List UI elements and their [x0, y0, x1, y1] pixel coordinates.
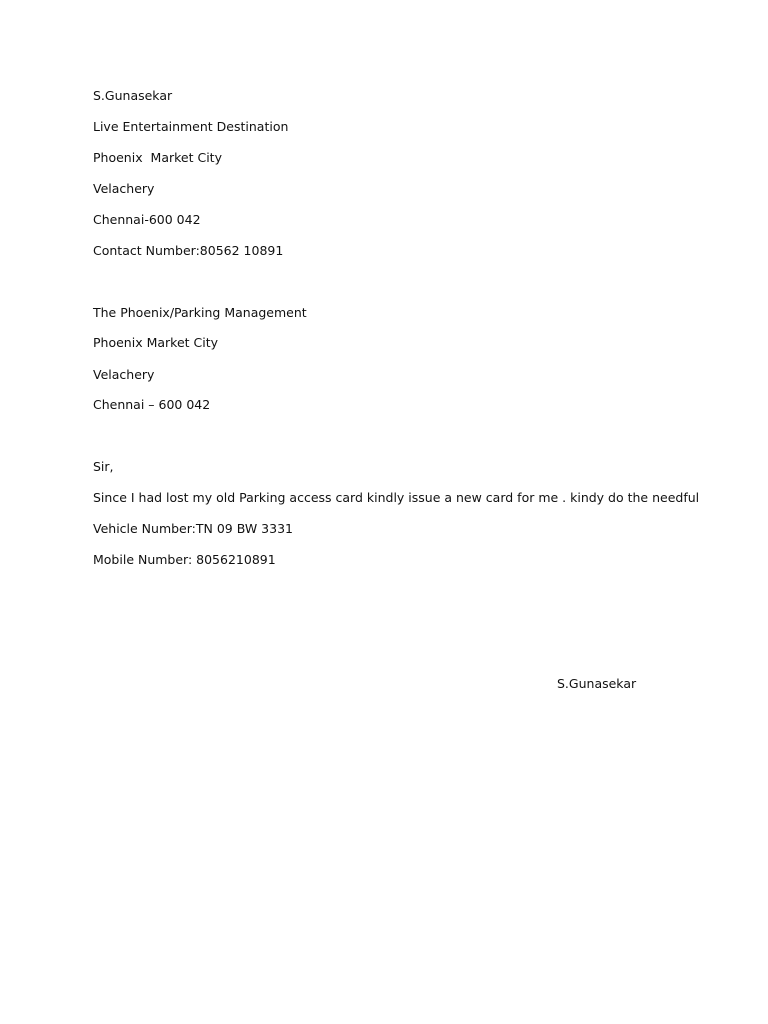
sender-venue: Phoenix Market City [93, 150, 222, 165]
recipient-city: Chennai – 600 042 [93, 397, 211, 412]
sender-name: S.Gunasekar [93, 88, 173, 103]
vehicle-number: Vehicle Number:TN 09 BW 3331 [93, 521, 293, 536]
recipient-venue: Phoenix Market City [93, 335, 219, 350]
salutation: Sir, [93, 459, 114, 474]
sender-contact: Contact Number:80562 10891 [93, 243, 284, 258]
recipient-area: Velachery [93, 367, 155, 382]
sender-organization: Live Entertainment Destination [93, 119, 289, 134]
signature-name: S.Gunasekar [557, 676, 637, 691]
sender-city: Chennai-600 042 [93, 212, 201, 227]
mobile-number: Mobile Number: 8056210891 [93, 552, 276, 567]
recipient-name: The Phoenix/Parking Management [93, 305, 307, 320]
sender-area: Velachery [93, 181, 155, 196]
request-text: Since I had lost my old Parking access card kindly issue a new card for me . kindy do the needful [93, 490, 700, 505]
